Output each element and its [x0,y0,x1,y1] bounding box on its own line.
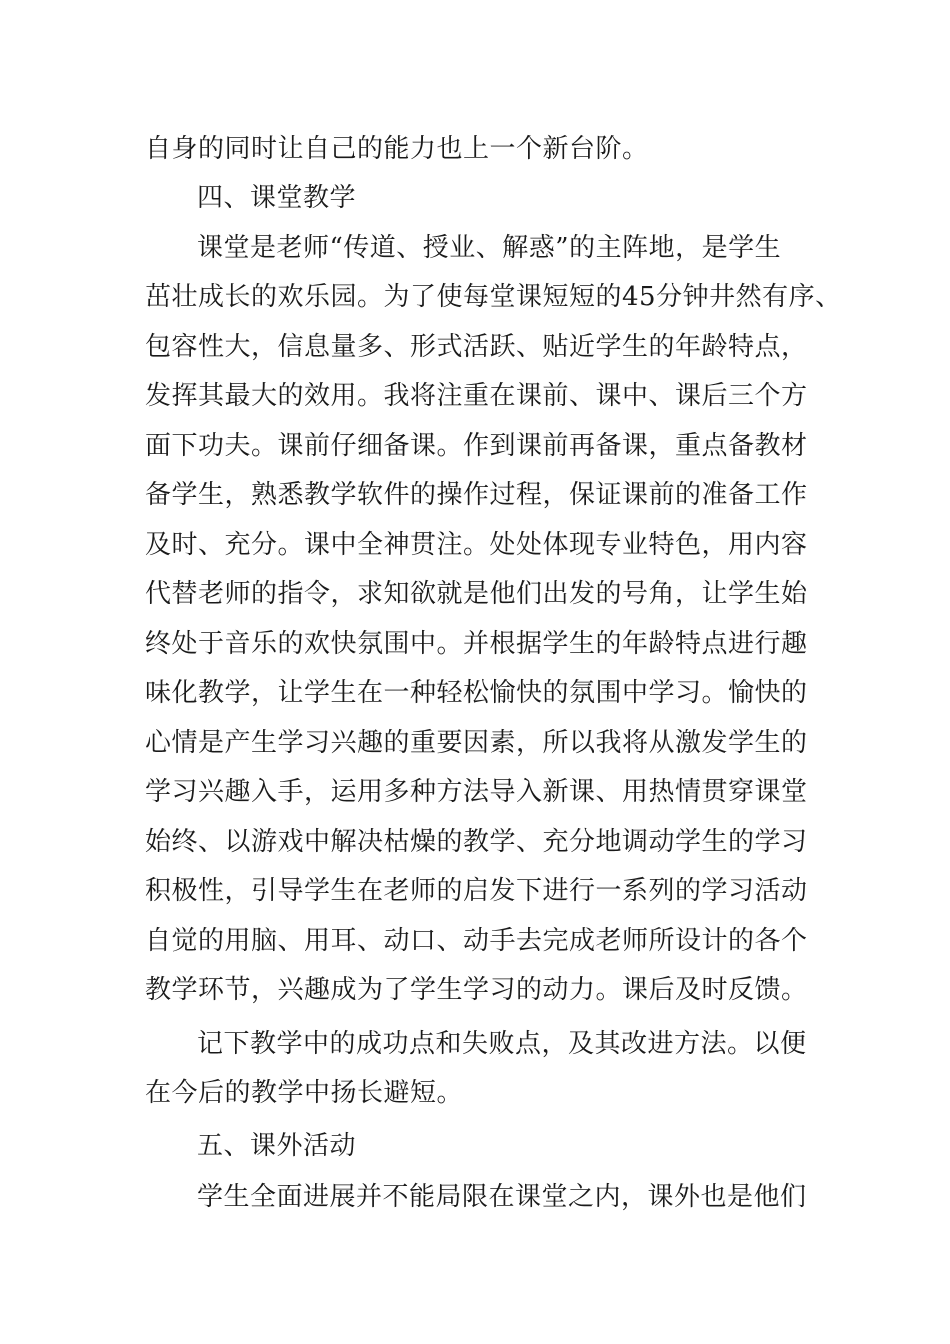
text-line: 教学环节，兴趣成为了学生学习的动力。课后及时反馈。 [145,975,808,1005]
text-line: 自身的同时让自己的能力也上一个新台阶。 [145,134,649,164]
text-line: 学生全面进展并不能局限在课堂之内，课外也是他们 [197,1182,807,1212]
text-line: 终处于音乐的欢快氛围中。并根据学生的年龄特点进行趣 [145,629,808,659]
section-heading: 五、课外活动 [197,1131,357,1161]
text-line: 发挥其最大的效用。我将注重在课前、课中、课后三个方 [145,381,808,411]
text-line: 备学生，熟悉教学软件的操作过程，保证课前的准备工作 [145,480,808,510]
text-line: 味化教学，让学生在一种轻松愉快的氛围中学习。愉快的 [145,678,808,708]
text-line: 及时、充分。课中全神贯注。处处体现专业特色，用内容 [145,530,808,560]
text-line: 代替老师的指令，求知欲就是他们出发的号角，让学生始 [145,579,808,609]
text-line: 在今后的教学中扬长避短。 [145,1078,464,1108]
text-line: 茁壮成长的欢乐园。为了使每堂课短短的45分钟井然有序、 [145,282,842,312]
text-line: 包容性大，信息量多、形式活跃、贴近学生的年龄特点， [145,332,808,362]
text-line: 始终、以游戏中解决枯燥的教学、充分地调动学生的学习 [145,827,808,857]
text-line: 学习兴趣入手，运用多种方法导入新课、用热情贯穿课堂 [145,777,808,807]
section-heading: 四、课堂教学 [197,183,357,213]
text-line: 自觉的用脑、用耳、动口、动手去完成老师所设计的各个 [145,926,808,956]
text-line: 面下功夫。课前仔细备课。作到课前再备课，重点备教材 [145,431,808,461]
text-line: 课堂是老师“传道、授业、解惑”的主阵地，是学生 [197,233,782,263]
text-line: 心情是产生学习兴趣的重要因素，所以我将从激发学生的 [145,728,808,758]
text-line: 积极性，引导学生在老师的启发下进行一系列的学习活动 [145,876,808,906]
text-line: 记下教学中的成功点和失败点，及其改进方法。以便 [197,1029,807,1059]
